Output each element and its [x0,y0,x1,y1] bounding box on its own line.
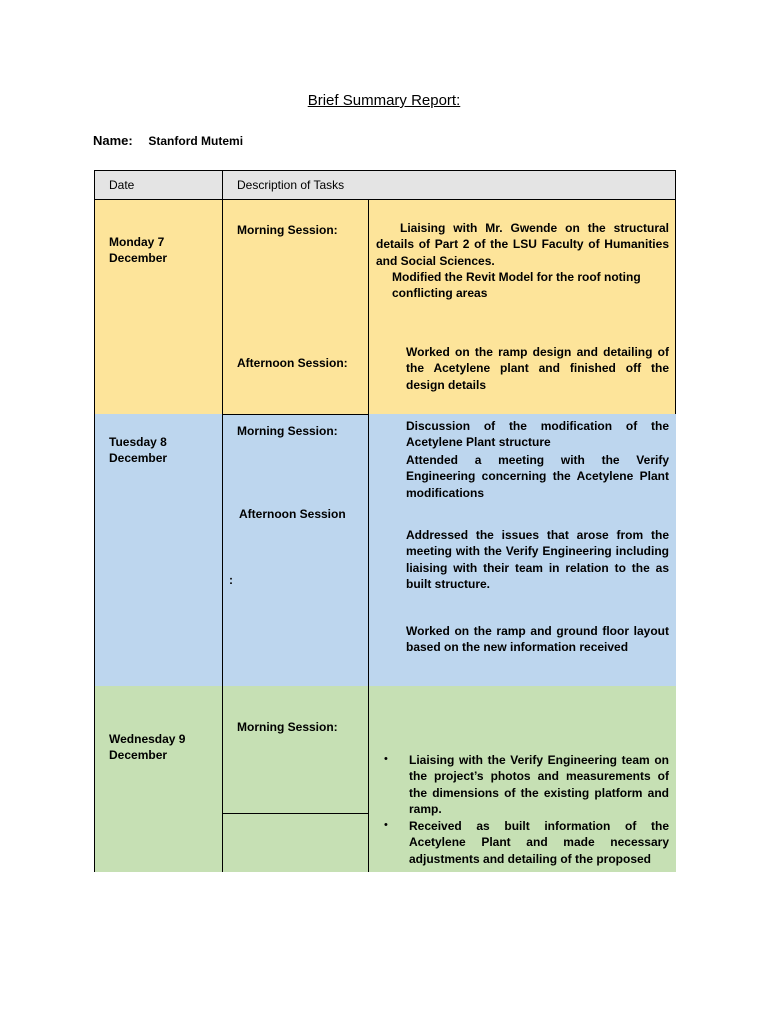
tuesday-afternoon-text-2: Worked on the ramp and ground floor layout based on the new information received [406,624,669,655]
wednesday-morning-label: Morning Session: [237,720,338,734]
monday-date: Monday 7 December [109,235,168,266]
monday-afternoon-text: Worked on the ramp design and detailing of the Acetylene plant and finished off the design details [406,345,669,392]
description-header: Description of Tasks [237,178,345,192]
report-title: Brief Summary Report: [307,92,461,109]
tuesday-morning-label: Morning Session: [237,424,338,438]
wednesday-date: Wednesday 9 December [109,732,186,763]
table-border-left [94,170,95,872]
monday-session-bottom [222,414,369,415]
header-divider [94,199,676,200]
monday-afternoon-label: Afternoon Session: [237,356,348,370]
tuesday-afternoon-label: Afternoon Session [239,507,346,521]
bullet-2-marker: • [384,819,388,831]
name-value: Stanford Mutemi [148,134,244,148]
monday-morning-text-2: Modified the Revit Model for the roof noting conflicting areas [392,270,641,301]
date-column-divider [222,170,223,872]
monday-morning-text-1: Liaising with Mr. Gwende on the structural details of Part 2 of the LSU Faculty of Humanities and Social Sciences. [376,221,669,268]
table-border-right-header [675,170,676,414]
session-column-divider [368,199,369,872]
table-border-top [94,170,676,171]
wednesday-bullet-2: Received as built information of the Acetylene Plant and made necessary adjustments and detailing of the proposed [409,819,669,866]
tuesday-morning-text-1: Discussion of the modification of the Acetylene Plant structure [406,419,669,450]
wednesday-session-divider [222,813,369,814]
name-row [93,133,243,148]
wednesday-bullet-1: Liaising with the Verify Engineering team on the project’s photos and measurements of the dimensions of the existing platform and ramp. [409,753,669,816]
date-header: Date [109,178,135,192]
tuesday-morning-text-2: Attended a meeting with the Verify Engineering concerning the Acetylene Plant modifications [406,453,669,500]
name-label: Name: [93,133,133,148]
table-header-row [94,170,676,199]
tuesday-afternoon-text-1: Addressed the issues that arose from the meeting with the Verify Engineering including liaising with their team in relation to the as built structure. [406,528,669,591]
tuesday-afternoon-colon: : [229,573,233,587]
monday-morning-label: Morning Session: [237,223,338,237]
bullet-1-marker: • [384,753,388,765]
tuesday-date: Tuesday 8 December [109,435,168,466]
